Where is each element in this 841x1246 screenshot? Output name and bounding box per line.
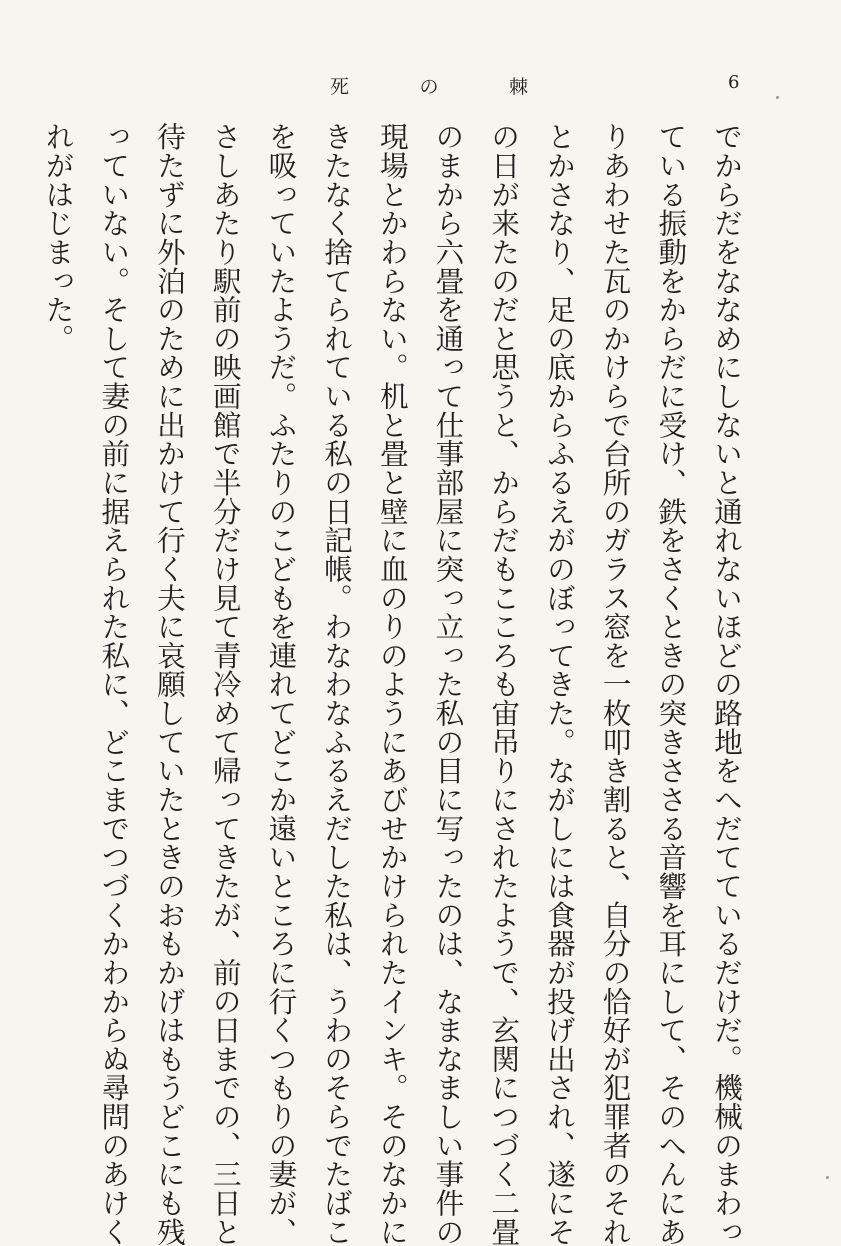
text-column (0, 122, 6, 1108)
running-head-title (330, 72, 530, 99)
body-text (0, 122, 754, 1246)
text-column: れがはじまった。 (41, 122, 76, 353)
text-column: の日が来たのだと思うと、からだもこころも宙吊りにされたようで、玄関につづく二畳 (487, 122, 522, 1246)
text-column: きたなく捨てられている私の日記帳。わなわなふるえだした私は、うわのそらでたばこ (320, 122, 355, 1246)
text-column: 待たずに外泊のために出かけて行く夫に哀願していたときのおもかげはもうどこにも残 (152, 122, 187, 1246)
text-column: 現場とかわらない。机と畳と壁に血のりのようにあびせかけられたインキ。そのなかに (375, 122, 410, 1246)
text-column: を吸っていたようだ。ふたりのこどもを連れてどこか遠いところに行くつもりの妻が、 (264, 122, 299, 1246)
text-column: ている振動をからだに受け、鉄をさくときの突きささる音響を耳にして、そのへんにあ (654, 122, 689, 1246)
text-column: さしあたり駅前の映画館で半分だけ見て青冷めて帰ってきたが、前の日までの、三日と (208, 122, 243, 1246)
text-column: とかさなり、足の底からふるえがのぼってきた。ながしには食器が投げ出され、遂にそ (542, 122, 577, 1246)
paper-speck (776, 96, 779, 99)
page-number: 6 (728, 72, 740, 93)
title-char: 棘 (508, 76, 530, 98)
paper-speck (826, 1176, 829, 1179)
title-char: 死 (330, 76, 352, 98)
text-column: でからだをななめにしないと通れないほどの路地をへだてているだけだ。機械のまわっ (710, 122, 744, 1246)
paragraph-gap (6, 122, 30, 1108)
text-column: っていない。そして妻の前に据えられた私に、どこまでつづくかわからぬ尋問のあけく (97, 122, 132, 1246)
text-column: りあわせた瓦のかけらで台所のガラス窓を一枚叩き割ると、自分の恰好が犯罪者のそれ (598, 122, 633, 1246)
text-column: のまから六畳を通って仕事部屋に突っ立った私の目に写ったのは、なまなましい事件の (431, 122, 466, 1246)
title-char: の (419, 76, 441, 98)
